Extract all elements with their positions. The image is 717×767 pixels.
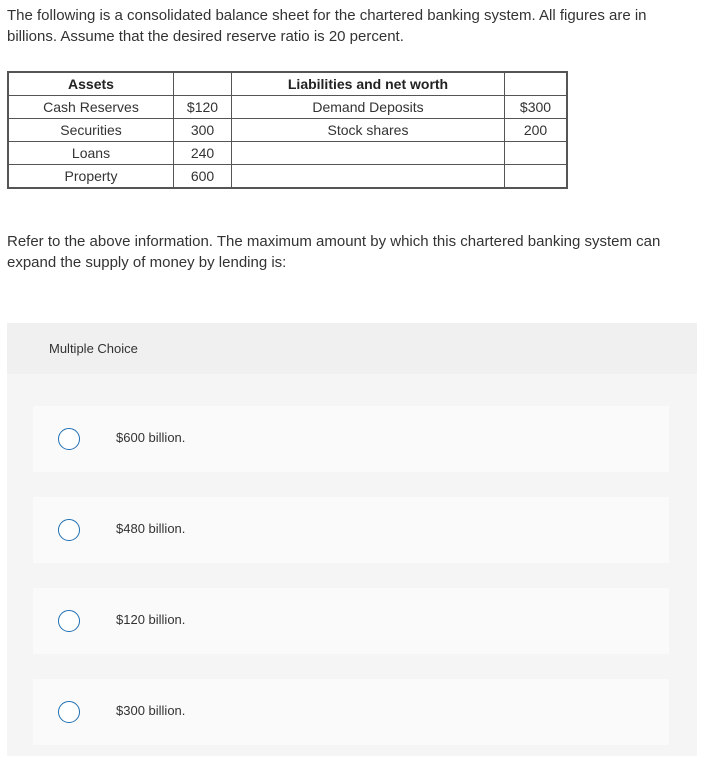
multiple-choice-panel [7,323,697,756]
asset-cell: Securities [8,119,174,142]
asset-cell: Cash Reserves [8,96,174,119]
header-liabilities-value [505,72,568,96]
asset-cell: Property [8,165,174,189]
asset-value-cell: 300 [174,119,232,142]
asset-value-cell: $120 [174,96,232,119]
liability-cell [232,165,505,189]
asset-value-cell: 600 [174,165,232,189]
table-row [8,142,567,165]
question-intro: The following is a consolidated balance sheet for the chartered banking system. All figures are in billions. Assume that the desired reserve ratio is 20 percent. [7,7,647,45]
answer-option-a[interactable] [33,406,669,472]
answer-option-text: $600 billion. [116,430,186,445]
liability-value-cell: 200 [505,119,568,142]
liability-cell [232,142,505,165]
liability-value-cell [505,142,568,165]
radio-button-icon[interactable] [58,519,80,541]
table-row [8,119,567,142]
multiple-choice-label: Multiple Choice [49,341,138,356]
asset-value-cell: 240 [174,142,232,165]
answer-option-b[interactable] [33,497,669,563]
table-row [8,165,567,189]
liability-value-cell: $300 [505,96,568,119]
answer-option-text: $120 billion. [116,612,186,627]
liability-cell: Demand Deposits [232,96,505,119]
table-row [8,96,567,119]
balance-sheet-table [7,71,568,189]
question-text: Refer to the above information. The maximum amount by which this chartered banking system can expand the supply of money by lending is: [7,233,661,271]
liability-cell: Stock shares [232,119,505,142]
answer-option-d[interactable] [33,679,669,745]
multiple-choice-header [7,323,697,374]
answer-option-c[interactable] [33,588,669,654]
liability-value-cell [505,165,568,189]
radio-button-icon[interactable] [58,610,80,632]
radio-button-icon[interactable] [58,428,80,450]
header-liabilities: Liabilities and net worth [232,72,505,96]
header-assets: Assets [8,72,174,96]
header-assets-value [174,72,232,96]
answer-option-text: $300 billion. [116,703,186,718]
answer-option-text: $480 billion. [116,521,186,536]
asset-cell: Loans [8,142,174,165]
radio-button-icon[interactable] [58,701,80,723]
table-header-row [8,72,567,96]
